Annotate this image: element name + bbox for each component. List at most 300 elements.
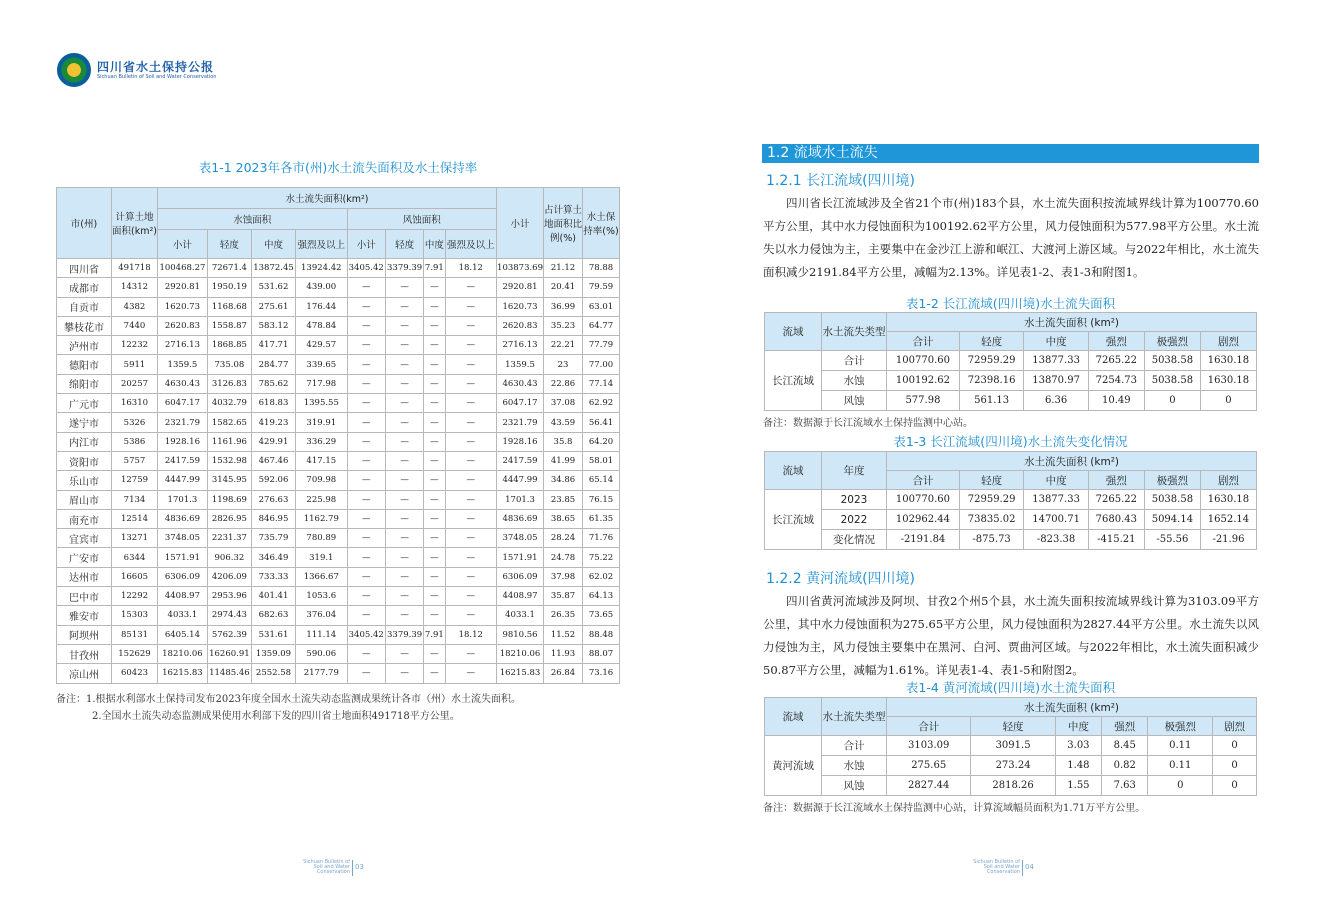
bulletin-title-en: Sichuan Bulletin of Soil and Water Conservation: [97, 73, 217, 80]
city-name: 德阳市: [57, 355, 112, 374]
table-cell: —: [445, 355, 497, 374]
table-cell: 1053.6: [296, 587, 347, 606]
table-cell: —: [424, 644, 445, 663]
table-cell: 73.65: [583, 606, 620, 625]
table-cell: 111.14: [296, 625, 347, 644]
table-cell: -415.21: [1088, 530, 1144, 550]
table-cell: —: [385, 587, 423, 606]
table-1-1: [56, 187, 620, 684]
table-cell: 2417.59: [158, 451, 208, 470]
table-cell: 3103.09: [887, 736, 971, 756]
table-cell: 1532.98: [207, 451, 251, 470]
table-cell: —: [347, 664, 385, 683]
table-cell: 58.01: [583, 451, 620, 470]
table-row: [765, 776, 1257, 796]
city-name: 巴中市: [57, 587, 112, 606]
header-col-1: 轻度: [971, 717, 1055, 736]
table-cell: 6.36: [1024, 391, 1088, 411]
table-cell: 18210.06: [158, 644, 208, 663]
table-cell: -823.38: [1024, 530, 1088, 550]
header-col-0: 小计: [158, 230, 208, 259]
table-cell: 100770.60: [887, 351, 960, 371]
city-name: 南充市: [57, 509, 112, 528]
table-cell: 77.00: [583, 355, 620, 374]
table-cell: 13877.33: [1024, 490, 1088, 510]
city-name: 达州市: [57, 567, 112, 586]
table-row: [57, 644, 620, 663]
header-ratio: 占计算土地面积比例(%): [544, 188, 583, 259]
table-1-2-caption: 表1-2 长江流域(四川境)水土流失面积: [905, 296, 1116, 311]
table-cell: 785.62: [251, 374, 295, 393]
table-cell: —: [385, 490, 423, 509]
table-cell: 2953.96: [207, 587, 251, 606]
table-cell: 13924.42: [296, 259, 347, 278]
table-cell: 1950.19: [207, 278, 251, 297]
table-cell: 7265.22: [1088, 351, 1144, 371]
table-cell: 64.13: [583, 587, 620, 606]
table-cell: 5038.58: [1144, 490, 1200, 510]
table-cell: —: [445, 509, 497, 528]
header-col-1: 轻度: [207, 230, 251, 259]
table-cell: 284.77: [251, 355, 295, 374]
table-cell: 37.08: [544, 394, 583, 413]
header-basin: 流域: [765, 313, 822, 351]
table-row: [765, 391, 1257, 411]
table-cell: 319.91: [296, 413, 347, 432]
table-cell: 4447.99: [497, 471, 544, 490]
table-cell: 531.61: [251, 625, 295, 644]
table-cell: 12514: [112, 509, 158, 528]
row-label: 风蚀: [822, 391, 887, 411]
header-col-5: 剧烈: [1200, 471, 1256, 490]
table-1-4-note: 备注：数据源于长江流域水土保持监测中心站，计算流域幅员面积为1.71万平方公里。: [763, 803, 1146, 814]
table-cell: 10.49: [1088, 391, 1144, 411]
table-cell: —: [385, 432, 423, 451]
table-cell: 2920.81: [158, 278, 208, 297]
table-cell: 4630.43: [497, 374, 544, 393]
table-cell: —: [445, 587, 497, 606]
table-cell: —: [347, 548, 385, 567]
table-cell: 735.08: [207, 355, 251, 374]
table-cell: 71.76: [583, 529, 620, 548]
page-number-left: 03: [355, 863, 364, 871]
table-cell: —: [445, 567, 497, 586]
header-logo: [57, 53, 216, 87]
table-cell: 2321.79: [497, 413, 544, 432]
table-cell: 100192.62: [887, 371, 960, 391]
table-cell: 12232: [112, 336, 158, 355]
table-cell: 102962.44: [887, 510, 960, 530]
table-cell: —: [424, 567, 445, 586]
table-row: [57, 509, 620, 528]
table-cell: 735.79: [251, 529, 295, 548]
table-cell: 717.98: [296, 374, 347, 393]
table-cell: —: [424, 413, 445, 432]
table-cell: 16260.91: [207, 644, 251, 663]
table-cell: 401.41: [251, 587, 295, 606]
row-label: 风蚀: [822, 776, 887, 796]
header-col-2: 中度: [1055, 717, 1101, 736]
table-cell: 56.41: [583, 413, 620, 432]
table-cell: 419.23: [251, 413, 295, 432]
table-cell: —: [385, 394, 423, 413]
table-cell: 592.06: [251, 471, 295, 490]
table-cell: 906.32: [207, 548, 251, 567]
table-cell: —: [385, 278, 423, 297]
table-cell: 1359.5: [158, 355, 208, 374]
table-cell: 13877.33: [1024, 351, 1088, 371]
city-name: 资阳市: [57, 451, 112, 470]
table-row: [57, 529, 620, 548]
table-row: [57, 316, 620, 335]
header-conservation-rate: 水土保持率(%): [583, 188, 620, 259]
table-cell: —: [347, 490, 385, 509]
table-cell: —: [347, 432, 385, 451]
table-cell: —: [424, 336, 445, 355]
table-cell: —: [424, 529, 445, 548]
table-cell: 346.49: [251, 548, 295, 567]
table-row: [57, 394, 620, 413]
table-cell: 5386: [112, 432, 158, 451]
table-row: [765, 756, 1257, 776]
city-name: 阿坝州: [57, 625, 112, 644]
table-cell: —: [385, 509, 423, 528]
table-cell: 0.11: [1148, 736, 1213, 756]
header-type: 水土流失类型: [822, 313, 887, 351]
table-cell: 561.13: [959, 391, 1023, 411]
footer-left-divider: [352, 860, 353, 876]
table-cell: 336.29: [296, 432, 347, 451]
table-cell: 1359.09: [251, 644, 295, 663]
table-cell: 4033.1: [497, 606, 544, 625]
table-cell: 429.57: [296, 336, 347, 355]
table-1-3: [764, 451, 1257, 550]
table-cell: 1161.96: [207, 432, 251, 451]
table-1-4: [764, 697, 1257, 796]
table-cell: —: [385, 451, 423, 470]
city-name: 自贡市: [57, 297, 112, 316]
table-cell: 1.55: [1055, 776, 1101, 796]
header-col-5: 剧烈: [1200, 332, 1256, 351]
table-cell: —: [445, 432, 497, 451]
table-cell: 1571.91: [497, 548, 544, 567]
footer-left-en: Sichuan Bulletin of Soil and Water Conservation: [303, 859, 350, 875]
table-cell: —: [445, 644, 497, 663]
table-cell: 3405.42: [347, 259, 385, 278]
table-cell: 88.48: [583, 625, 620, 644]
table-cell: 5094.14: [1144, 510, 1200, 530]
table-cell: —: [347, 509, 385, 528]
table-cell: 467.46: [251, 451, 295, 470]
table-cell: 1558.87: [207, 316, 251, 335]
table-cell: —: [385, 567, 423, 586]
table-cell: 4206.09: [207, 567, 251, 586]
table-cell: 77.79: [583, 336, 620, 355]
table-row: [57, 374, 620, 393]
table-cell: —: [347, 374, 385, 393]
table-cell: 24.78: [544, 548, 583, 567]
table-cell: —: [347, 644, 385, 663]
header-col-2: 中度: [1024, 471, 1088, 490]
table-cell: 1701.3: [158, 490, 208, 509]
header-col-5: 轻度: [385, 230, 423, 259]
header-subtotal: 小计: [497, 188, 544, 259]
table-cell: 60423: [112, 664, 158, 683]
yangtze-paragraph: 四川省长江流域涉及全省21个市(州)183个县，水土流失面积按流域界线计算为100770.60平方公里，其中水力侵蚀面积为100192.62平方公里，风力侵蚀面积为577.98平方公里。水土流失以水力侵蚀为主，主要集中在金沙江上游和岷江、大渡河上游区域。与2022年相比，水土流失面积减少2191.84平方公里，减幅为2.13%。详见表1-2、表1-3和附图1。: [763, 196, 1259, 279]
table-cell: -21.96: [1200, 530, 1256, 550]
table-cell: 72959.29: [959, 490, 1023, 510]
table-cell: 1582.65: [207, 413, 251, 432]
table-cell: 2620.83: [497, 316, 544, 335]
city-name: 攀枝花市: [57, 316, 112, 335]
table-cell: —: [385, 336, 423, 355]
table-cell: 16605: [112, 567, 158, 586]
table-cell: 0: [1213, 776, 1257, 796]
table-cell: 88.07: [583, 644, 620, 663]
table-cell: —: [347, 355, 385, 374]
table-cell: 3.03: [1055, 736, 1101, 756]
table-cell: 7440: [112, 316, 158, 335]
table-cell: 18.12: [445, 259, 497, 278]
table-cell: 0: [1213, 756, 1257, 776]
table-cell: 72398.16: [959, 371, 1023, 391]
table-row: [57, 548, 620, 567]
table-row: [57, 606, 620, 625]
city-name: 广安市: [57, 548, 112, 567]
header-col-6: 中度: [424, 230, 445, 259]
table-cell: 1620.73: [497, 297, 544, 316]
table-cell: —: [385, 548, 423, 567]
table-cell: 3748.05: [497, 529, 544, 548]
table-cell: —: [424, 509, 445, 528]
table-cell: 709.98: [296, 471, 347, 490]
header-wind-erosion: 风蚀面积: [347, 209, 496, 230]
table-cell: 7.91: [424, 625, 445, 644]
table-row: [57, 355, 620, 374]
table-cell: 1630.18: [1200, 351, 1256, 371]
table-cell: 376.04: [296, 606, 347, 625]
table-cell: 0: [1148, 776, 1213, 796]
table-cell: 13872.45: [251, 259, 295, 278]
table-cell: 1620.73: [158, 297, 208, 316]
table-cell: —: [347, 451, 385, 470]
table-row: [57, 297, 620, 316]
table-cell: 11.93: [544, 644, 583, 663]
emblem-icon: [57, 53, 91, 87]
table-row: [57, 471, 620, 490]
table-cell: —: [424, 316, 445, 335]
table-cell: —: [347, 471, 385, 490]
table-cell: 0: [1144, 391, 1200, 411]
table-cell: —: [385, 316, 423, 335]
table-cell: 5038.58: [1144, 351, 1200, 371]
table-cell: 275.61: [251, 297, 295, 316]
table-cell: 6306.09: [497, 567, 544, 586]
table-cell: 733.33: [251, 567, 295, 586]
table-cell: 7680.43: [1088, 510, 1144, 530]
row-label: 合计: [822, 736, 887, 756]
table-cell: 2177.79: [296, 664, 347, 683]
table-cell: 1168.68: [207, 297, 251, 316]
table-cell: 36.99: [544, 297, 583, 316]
header-col-0: 合计: [887, 332, 960, 351]
table-cell: 319.1: [296, 548, 347, 567]
city-name: 广元市: [57, 394, 112, 413]
table-cell: 176.44: [296, 297, 347, 316]
table-cell: —: [445, 413, 497, 432]
city-name: 内江市: [57, 432, 112, 451]
table-cell: —: [347, 587, 385, 606]
table-cell: 35.8: [544, 432, 583, 451]
bulletin-title: 四川省水土保持公报: [97, 59, 215, 74]
table-cell: 225.98: [296, 490, 347, 509]
table-row: [57, 664, 620, 683]
table-row: [57, 587, 620, 606]
table-cell: 0: [1213, 736, 1257, 756]
header-area: 水土流失面积 (km²): [887, 313, 1257, 332]
table-cell: 6405.14: [158, 625, 208, 644]
city-name: 乐山市: [57, 471, 112, 490]
table-cell: 1359.5: [497, 355, 544, 374]
table-cell: 590.06: [296, 644, 347, 663]
header-basin: 流域: [765, 452, 822, 490]
table-row: [57, 259, 620, 278]
table-cell: 22.86: [544, 374, 583, 393]
table-cell: —: [445, 297, 497, 316]
table-cell: 75.22: [583, 548, 620, 567]
table-cell: 61.35: [583, 509, 620, 528]
table-cell: 72959.29: [959, 351, 1023, 371]
table-cell: 13271: [112, 529, 158, 548]
table-cell: 5762.39: [207, 625, 251, 644]
table-row: [765, 510, 1257, 530]
table-row: [765, 371, 1257, 391]
header-type: 年度: [822, 452, 887, 490]
table-cell: 273.24: [971, 756, 1055, 776]
table-cell: 1395.55: [296, 394, 347, 413]
city-name: 眉山市: [57, 490, 112, 509]
city-name: 甘孜州: [57, 644, 112, 663]
table-cell: 1.48: [1055, 756, 1101, 776]
table-cell: 14312: [112, 278, 158, 297]
table-row: [765, 736, 1257, 756]
table-cell: 2417.59: [497, 451, 544, 470]
table-row: [57, 625, 620, 644]
table-cell: 22.21: [544, 336, 583, 355]
table-cell: 1162.79: [296, 509, 347, 528]
table-cell: 2818.26: [971, 776, 1055, 796]
table-cell: 2716.13: [497, 336, 544, 355]
table-cell: 2321.79: [158, 413, 208, 432]
table-cell: —: [385, 606, 423, 625]
table-cell: 23.85: [544, 490, 583, 509]
table-cell: 7254.73: [1088, 371, 1144, 391]
table-cell: —: [424, 490, 445, 509]
table-cell: —: [347, 529, 385, 548]
table-cell: —: [385, 355, 423, 374]
row-label: 变化情况: [822, 530, 887, 550]
table-cell: 3379.39: [385, 259, 423, 278]
header-basin: 流域: [765, 698, 822, 736]
table-cell: 1630.18: [1200, 371, 1256, 391]
table-cell: 4836.69: [497, 509, 544, 528]
table-cell: 14700.71: [1024, 510, 1088, 530]
table-cell: 62.02: [583, 567, 620, 586]
table-cell: —: [445, 374, 497, 393]
table-cell: -875.73: [959, 530, 1023, 550]
table-cell: 15303: [112, 606, 158, 625]
table-cell: 0.82: [1102, 756, 1148, 776]
table-cell: 2826.95: [207, 509, 251, 528]
table-cell: —: [445, 316, 497, 335]
table-cell: —: [445, 529, 497, 548]
table-cell: 152629: [112, 644, 158, 663]
table-cell: 5038.58: [1144, 371, 1200, 391]
table-cell: —: [424, 355, 445, 374]
table-cell: —: [424, 432, 445, 451]
header-col-2: 中度: [251, 230, 295, 259]
table-cell: 79.59: [583, 278, 620, 297]
table-cell: 417.71: [251, 336, 295, 355]
footer-right-en: Sichuan Bulletin of Soil and Water Conservation: [973, 859, 1020, 875]
table-cell: 18.12: [445, 625, 497, 644]
table-cell: 491718: [112, 259, 158, 278]
table-cell: 73835.02: [959, 510, 1023, 530]
table-cell: —: [347, 297, 385, 316]
yellow-river-heading: 1.2.2 黄河流域(四川境): [766, 571, 915, 587]
table-cell: —: [424, 606, 445, 625]
table-cell: 35.23: [544, 316, 583, 335]
table-row: [57, 451, 620, 470]
table-cell: 100468.27: [158, 259, 208, 278]
table-cell: 4630.43: [158, 374, 208, 393]
table-cell: 77.14: [583, 374, 620, 393]
header-col-3: 强烈: [1102, 717, 1148, 736]
table-cell: 103873.69: [497, 259, 544, 278]
table-cell: 5326: [112, 413, 158, 432]
table-cell: 276.63: [251, 490, 295, 509]
row-label: 合计: [822, 351, 887, 371]
table-cell: 3145.95: [207, 471, 251, 490]
basin-name: 黄河流域: [765, 736, 822, 796]
table-cell: 38.65: [544, 509, 583, 528]
table-row: [765, 490, 1257, 510]
table-cell: 26.35: [544, 606, 583, 625]
table-cell: 64.20: [583, 432, 620, 451]
row-label: 2023: [822, 490, 887, 510]
table-cell: 3126.83: [207, 374, 251, 393]
header-land-area: 计算土地面积(km²): [112, 188, 158, 259]
table-cell: 1868.85: [207, 336, 251, 355]
table-cell: 20.41: [544, 278, 583, 297]
table-cell: 43.59: [544, 413, 583, 432]
table-cell: —: [385, 413, 423, 432]
table-cell: —: [445, 278, 497, 297]
table-cell: 7.63: [1102, 776, 1148, 796]
table-cell: 531.62: [251, 278, 295, 297]
table-cell: 20257: [112, 374, 158, 393]
table-cell: 78.88: [583, 259, 620, 278]
table-cell: 3405.42: [347, 625, 385, 644]
table-cell: 41.99: [544, 451, 583, 470]
header-col-3: 强烈及以上: [296, 230, 347, 259]
table-cell: 4033.1: [158, 606, 208, 625]
table-1-4-caption: 表1-4 黄河流域(四川境)水土流失面积: [905, 680, 1116, 695]
table-cell: 7265.22: [1088, 490, 1144, 510]
table-cell: 12759: [112, 471, 158, 490]
header-col-0: 合计: [887, 717, 971, 736]
table-cell: 16310: [112, 394, 158, 413]
